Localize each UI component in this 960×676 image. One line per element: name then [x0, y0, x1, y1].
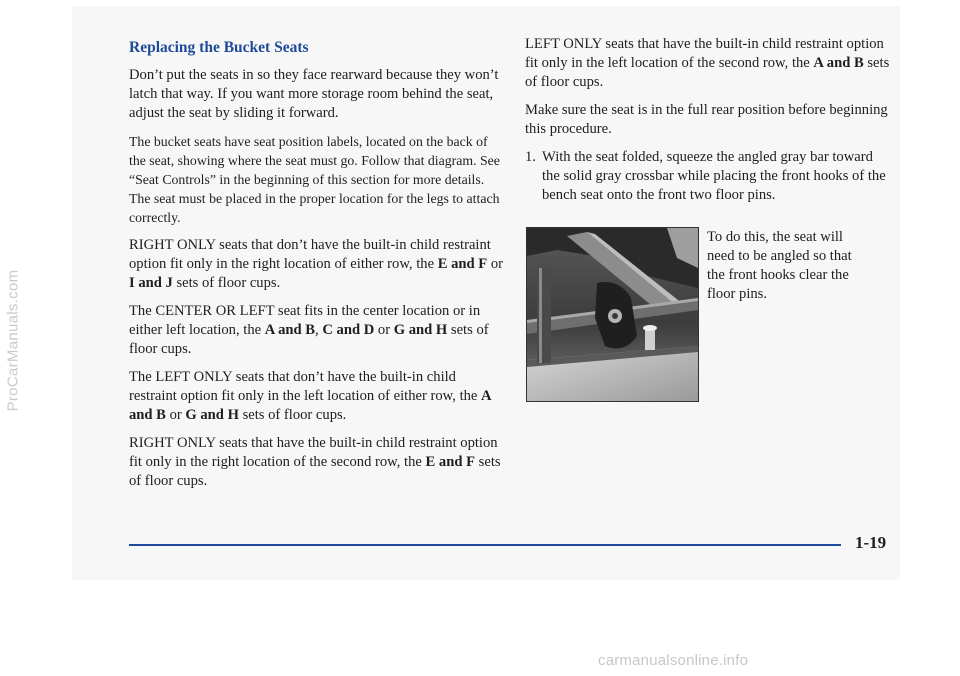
- paragraph-left-only-child-restraint: LEFT ONLY seats that have the built-in child restraint option fit only in the left location of the second row, the A and B sets of floor cups.: [525, 36, 890, 90]
- footer-rule: [129, 544, 841, 546]
- left-column: [129, 38, 505, 500]
- right-column: [525, 35, 893, 215]
- photo-caption: To do this, the seat will need to be angled so that the front hooks clear the floor pins.: [707, 229, 852, 302]
- paragraph-right-only: RIGHT ONLY seats that don’t have the built-in child restraint option fit only in the right location of either row, the E and F or I and J sets of floor cups.: [129, 237, 503, 291]
- seat-hook-photo-illustration: [527, 228, 698, 401]
- page-number: 1-19: [855, 533, 887, 552]
- step-number: 1.: [525, 149, 536, 165]
- procedure-step-1: [525, 148, 893, 205]
- step-text: With the seat folded, squeeze the angled gray bar toward the solid gray crossbar while placing the front hooks of the bench seat onto the front two floor pins.: [542, 149, 886, 203]
- paragraph-left-only: The LEFT ONLY seats that don’t have the built-in child restraint option fit only in the left location of either row, the A and B or G and H sets of floor cups.: [129, 369, 491, 423]
- paragraph-rearward-warning: Don’t put the seats in so they face rearward because they won’t latch that way. If you want more storage room behind the seat, adjust the seat by sliding it forward.: [129, 67, 499, 121]
- paragraph-right-only-child-restraint: RIGHT ONLY seats that have the built-in child restraint option fit only in the right location of the second row, the E and F sets of floor cups.: [129, 435, 501, 489]
- seat-hook-photo: [526, 227, 699, 402]
- section-heading: Replacing the Bucket Seats: [129, 39, 309, 56]
- bottom-watermark: carmanualsonline.info: [598, 652, 749, 669]
- paragraph-center-or-left: The CENTER OR LEFT seat fits in the center location or in either left location, the A and B, C and D or G and H sets of floor cups.: [129, 303, 489, 357]
- paragraph-position-labels: The bucket seats have seat position labels, located on the back of the seat, showing where the seat must go. Follow that diagram. See “Seat Controls” in the beginning of this section for more details. The seat must be placed in the proper location for the legs to attach correctly.: [129, 134, 500, 225]
- paragraph-full-rear-position: Make sure the seat is in the full rear position before beginning this procedure.: [525, 102, 888, 137]
- side-watermark: ProCarManuals.com: [4, 269, 22, 411]
